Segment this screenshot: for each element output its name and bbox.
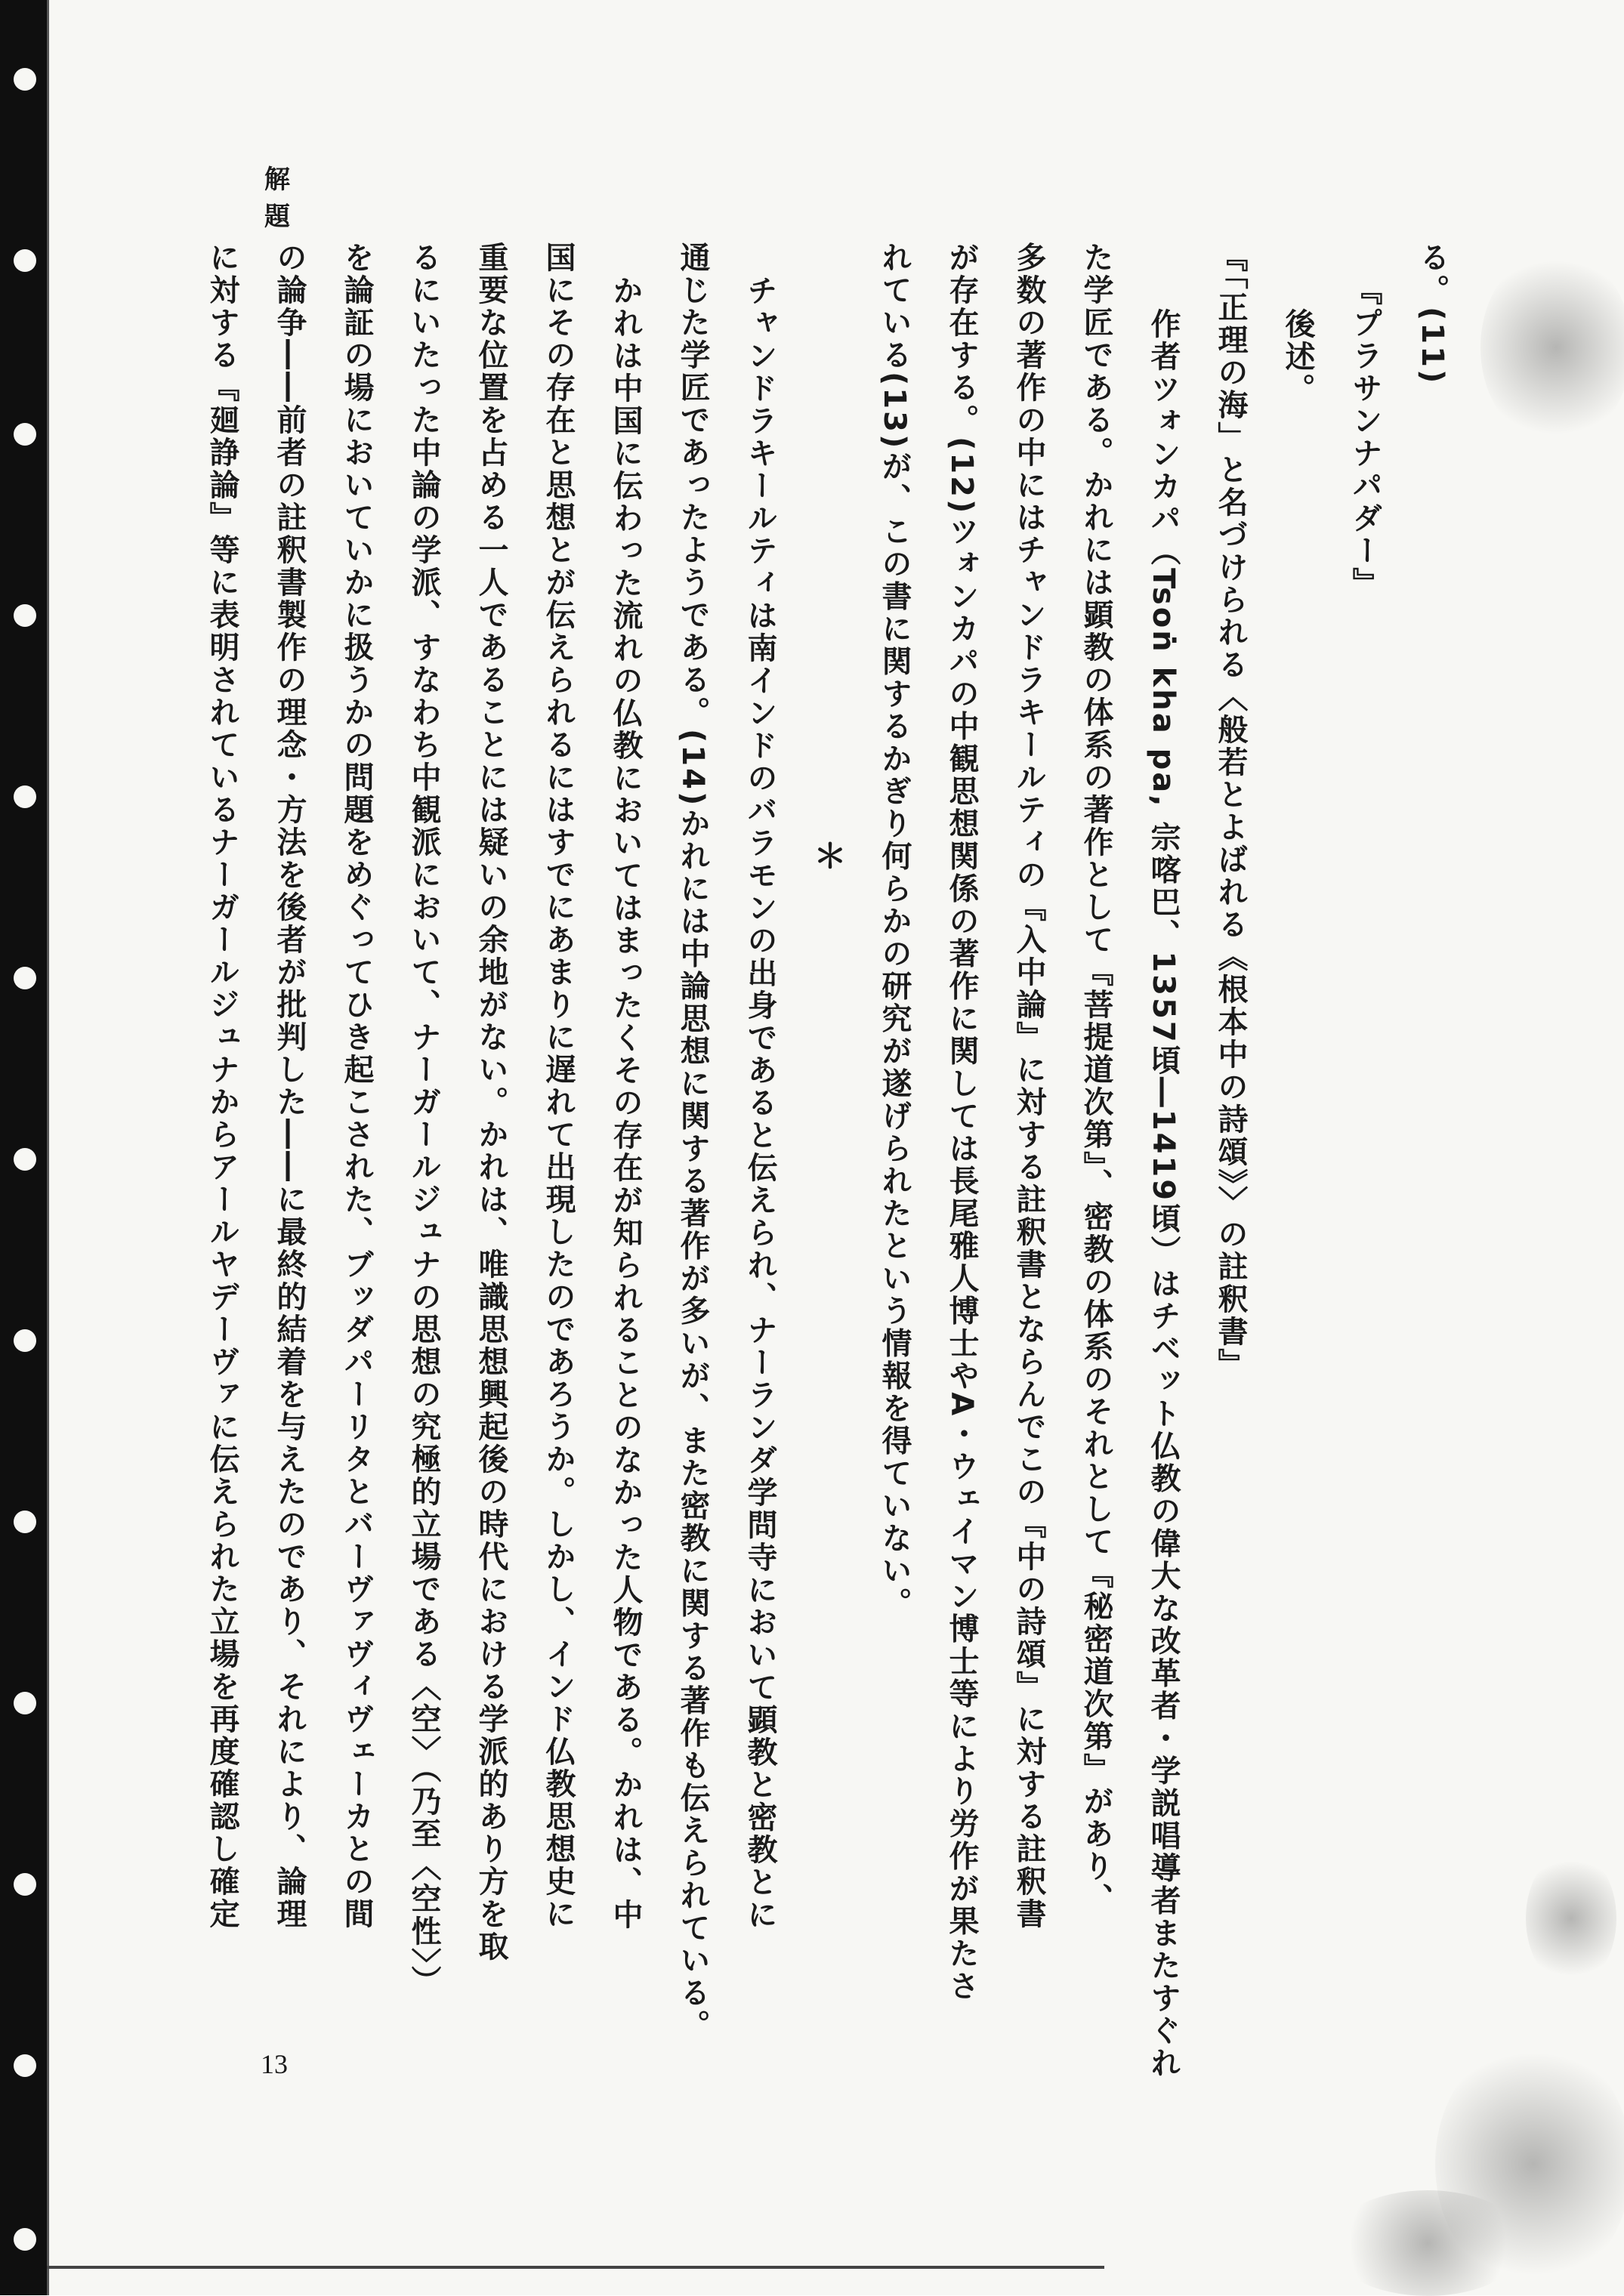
text-line: が存在する。(12)ツォンカパの中観思想関係の著作に関しては長尾雅人博士やA・ウェイマン博士等により労作が果たさ	[944, 242, 979, 2003]
text-line: 『プラサンナパダー』	[1348, 275, 1382, 600]
binding-hole	[14, 1329, 36, 1352]
binding-edge	[47, 0, 49, 2295]
text-line: 後述。	[1280, 308, 1315, 406]
page-number: 13	[261, 2049, 288, 2079]
binding-hole	[14, 2054, 36, 2077]
scan-noise	[1526, 1850, 1616, 1986]
binding-hole	[14, 1873, 36, 1896]
binding-hole	[14, 423, 36, 446]
text-line: 通じた学匠であったようである。(14)かれには中論思想に関する著作が多いが、また密教に関する著作も伝えられている。	[675, 242, 710, 2042]
binding-hole	[14, 1511, 36, 1533]
running-header: 解 題	[264, 165, 391, 232]
text-line: の論争――前者の註釈書製作の理念・方法を後者が批判した――に最終的結着を与えたのであり、それにより、論理	[272, 242, 307, 1930]
text-line: かれは中国に伝わった流れの仏教においてはまったくその存在が知られることのなかった人物である。かれは、中	[608, 275, 643, 1931]
text-line: るにいたった中論の学派、すなわち中観派において、ナーガールジュナの思想の究極的立場である〈空〉（乃至〈空性〉）	[406, 242, 441, 1998]
binding-hole	[14, 604, 36, 627]
text-line: 『「正理の海」と名づけられる〈般若とよばれる《根本中の詩頌》〉の註釈書』	[1213, 242, 1248, 1381]
scan-noise	[1480, 249, 1624, 446]
text-line: チャンドラキールティは南インドのバラモンの出身であると伝えられ、ナーランダ学問寺において顕教と密教とに	[743, 275, 777, 1931]
binding-hole	[14, 68, 36, 91]
binding-hole	[14, 2228, 36, 2251]
text-line: 作者ツォンカパ（Tsoṅ kha pa, 宗喀巴、1357頃―1419頃）はチベット仏教の偉大な改革者・学説唱導者またすぐれ	[1146, 308, 1181, 2080]
scan-noise	[1329, 2190, 1526, 2296]
binding-hole	[14, 785, 36, 808]
text-line: 多数の著作の中にはチャンドラキールティの『入中論』に対する註釈書とならんでこの『中の詩頌』に対する註釈書	[1011, 242, 1046, 1930]
section-separator: ＊	[807, 838, 846, 874]
bottom-edge	[47, 2266, 1104, 2269]
binding-hole	[14, 967, 36, 989]
text-line: る。(11)	[1415, 242, 1450, 386]
text-line: に対する『廻諍論』等に表明されているナーガールジュナからアールヤデーヴァに伝えられた立場を再度確認し確定	[205, 242, 239, 1930]
text-line: 重要な位置を占める一人であることには疑いの余地がない。かれは、唯識思想興起後の時代における学派的あり方を取	[474, 242, 508, 1963]
binding-strip	[0, 0, 47, 2295]
binding-hole	[14, 1692, 36, 1714]
text-line: 国にその存在と思想とが伝えられるにはすでにあまりに遅れて出現したのであろうか。しかし、インド仏教思想史に	[541, 242, 576, 1930]
vertical-body-text	[188, 242, 1465, 2115]
text-line: を論証の場においていかに扱うかの問題をめぐってひき起こされた、ブッダパーリタとバーヴァヴィヴェーカとの間	[339, 242, 374, 1930]
binding-hole	[14, 1148, 36, 1171]
text-line: た学匠である。かれには顕教の体系の著作として『菩提道次第』、密教の体系のそれとして『秘密道次第』があり、	[1079, 242, 1113, 1915]
binding-hole	[14, 249, 36, 272]
text-line: れている(13)が、この書に関するかぎり何らかの研究が遂げられたという情報を得ていない。	[877, 242, 912, 1620]
